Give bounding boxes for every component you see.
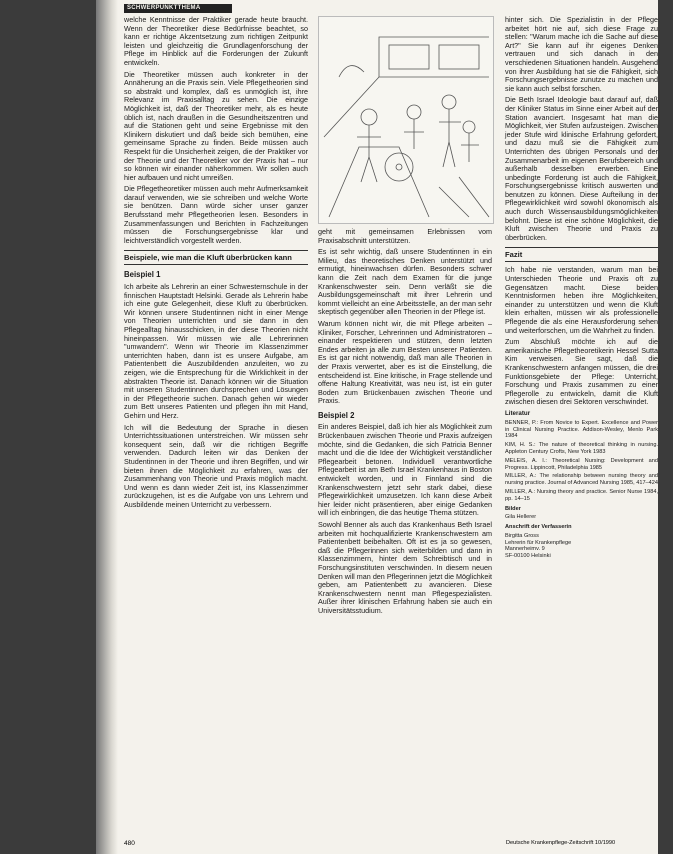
paragraph: Es ist sehr wichtig, daß unsere Studentinnen in ein Milieu, das theoretisches Denken unterstützt und ermutigt, hineinwachsen dürfen. Besonders schwer kann die Zeit nach dem Examen für die junge Krankenschwester sein. Denn verläßt sie die Ausbildungsgemeinschaft mit ihrer Lehrerin und kommt vielleicht an eine Arbeitsstelle, an der man sehr skeptisch gegenüber allen Theorien in der Pflege ist. <box>318 247 492 317</box>
section-header: SCHWERPUNKTTHEMA <box>124 4 232 13</box>
example-1-title: Beispiel 1 <box>124 270 161 280</box>
example-2-title: Beispiel 2 <box>318 410 355 420</box>
author-line: Birgitta Gross <box>505 532 539 539</box>
paragraph: Sowohl Benner als auch das Krankenhaus Beth Israel arbeiten mit hochqualifizierte Krankenschwestern am Patientenbett beibehalten. Oft ist es ja so gewesen, daß die Pflegerinnen sich weiterbilden und dann in Klassenzimmern, hinter dem Schreibtisch und in Forschungsinstituten verschwinden. In diesem neuen Denken will man den Pflegerinnen jetzt die Möglichkeit geben, am Patientenbett zu avancieren. Diese Krankenschwestern nennt man Pflegespezialisten. Außer ihrer klinischen Erfahrung haben sie auch ein Universitätsstudium. <box>318 520 492 615</box>
paragraph: Die Theoretiker müssen auch konkreter in der Annäherung an die Praxis sein. Viele Pflegetheorien sind so abstrakt und komplex, daß es unmöglich ist, ihre Relevanz im Praxisalltag zu sehen. Die einzige Möglichkeit ist, daß der Theoretiker mehr, als es heute üblich ist, nach draußen in die Gesundheitszentren und auf die Stationen geht und seine Ergebnisse mit den Klinikern diskutiert und daß beide sich bemühen, eine gemeinsame Sprache zu finden. Beide müssen auch Respekt für die Unsicherheit zeigen, die der Praktiker vor der Theorie und der Theoretiker vor der Praxis hat – nur so können wir einander näherkommen. Wir sollen auch hier aufbauen und nicht umreißen. <box>124 69 308 182</box>
left-column <box>124 16 308 512</box>
illustration-drawing <box>318 16 494 224</box>
paragraph: Ich will die Bedeutung der Sprache in diesen Unterrichtssituationen unterstreichen. Wir müssen sehr konsequent sein, daß wir die richtigen Begriffe verwenden. Dadurch leiten wir das Denken der Studentinnen in der Theorie und ihren Begriffen, und wir bieten ihnen die Möglichkeit zu erfahren, was der Zusammenhang von Theorie und Praxis möglich macht. Und wenn es dann wieder Zeit ist, ins Klassenzimmer zurückzugehen, ist es die Aufgabe von uns Lehrern und Ausbildende meinen Unterricht zu verbessern. <box>124 422 308 509</box>
journal-footer: Deutsche Krankenpflege-Zeitschrift 10/1990 <box>506 840 616 846</box>
paragraph: Ich habe nie verstanden, warum man bei Unterschieden Theorie und Praxis oft zu Gegensätzen macht. Diese beiden Kenntnisformen heben ihre Möglichkeiten, einander zu unterstützen und wenn die Kluft klein erhalten, müssen wir als professionelle Pflegende die als eine Herausforderung sehen und weiterforschen, um die Wahrheit zu finden. <box>505 265 658 335</box>
paragraph: Warum können nicht wir, die mit Pflege arbeiten – Kliniker, Forscher, Lehrerinnen und Administratoren – einander respektieren und stützen, denn letzten Endes arbeiten ja alle zum Besten unserer Patienten. Es ist gar nicht notwendig, daß man alle Theorien in der Praxis verwertet, aber es ist die Einstellung, die entscheidend ist. Eine kritische, in Frage stellende und offene Haltung Kreativität, was neu ist, ist ein guter Boden zum Brückenbauen zwischen Theorie und Praxis. <box>318 318 492 406</box>
paragraph: Die Pflegetheoretiker müssen auch mehr Aufmerksamkeit darauf verwenden, wie sie schreiben und welche Worte sie benützen. Dann würde sicher unser ganzer Berufsstand mehr Pflegetheorien lesen. Besonders in Zusammenfassungen und Berichten in Fachzeitungen müssen die Forschungsergebnisse klar und leichtverständlich vorgestellt werden. <box>124 184 308 245</box>
author-line: Lehrerin für Krankenpflege <box>505 539 572 546</box>
reference-item: MILLER, A.: The relationship between nursing theory and nursing practice. Journal of Advanced Nursing 1985, 417–424 <box>505 473 658 487</box>
paragraph: Ein anderes Beispiel, daß ich hier als Möglichkeit zum Brückenbauen zwischen Theorie und Praxis aufzeigen möchte, sind die Gedanken, die sich Patricia Benner macht und die die Idee der Wichtigkeit verständlicher Pflegearbeit betonen. Individuell verantwortliche Pflegearbeit ist am Beth Israel Krankenhaus in Boston entwickelt worden, und in Finnland sind die Krankenschwestern jetzt sehr stark dabei, diese Pflegewirklichkeit umzusetzen. Ich kann diese Arbeit hier leider nicht präsentieren, aber einige Gedanken will ich einbringen, die das heutige Thema stützen. <box>318 422 492 518</box>
page-number: 480 <box>124 840 135 847</box>
paragraph: hinter sich. Die Spezialistin in der Pflege arbeitet hört nie auf, sich diese Frage zu stellen: "Warum mache ich die Sache auf diese Art?" Sie kann auf ihr eigenes Denken vertrauen und sich danach in den verschiedenen Situationen handeln. Ausgehend von ihrer Ausbildung hat sie die Fähigkeit, sich Forschungsergebnisse zunutze zu machen und sie kann auch selbst forschen. <box>505 15 658 93</box>
paragraph: Zum Abschluß möchte ich auf die amerikanische Pflegetheoretikerin Hessel Sutta Kim verweisen. Sie sagt, daß die Krankenschwestern anfangen müssen, die drei Funktionsgebiete der Pflege: Unterricht, Forschung und Praxis zusammen zu einer Pflegerolle zu entwickeln, damit die Kluft zwischen diesen drei Sektoren verschwindet. <box>505 337 658 407</box>
hospital-scene-sketch <box>319 17 493 223</box>
page <box>96 0 658 854</box>
book-gutter-shadow <box>96 0 118 854</box>
reference-item: KIM, H. S.: The nature of theoretical thinking in nursing. Appleton Century Crofts, New York 1983 <box>505 442 658 455</box>
section-title: Beispiele, wie man die Kluft überbrücken kann <box>124 250 308 265</box>
references <box>505 411 658 560</box>
paragraph: welche Kenntnisse der Praktiker gerade heute braucht. Wenn der Theoretiker diese Bedürfnisse beachtet, so kann er richtige Akzentsetzung zum richtigen Zeitpunkt leisten und gleichzeitig die Grundlagenforschung der Pflege im Hinblick auf die Forderungen der Zukunft entwickeln. <box>124 15 308 67</box>
reference-item: MELEIS, A. I.: Theoretical Nursing: Development and Progress. Lippincott, Philadelphia 1985 <box>505 457 658 471</box>
reference-item: MILLER, A.: Nursing theory and practice. Senior Nurse 1984, pp. 14–15 <box>505 488 658 502</box>
fazit-title: Fazit <box>505 247 658 262</box>
author-line: Mannerheimv. 9 <box>505 546 545 553</box>
paragraph: Die Beth Israel Ideologie baut darauf auf, daß der Kliniker Status im Sinne einer Arbeit auf der Station avanciert. Insgesamt hat man die Möglichkeit, vier Stufen aufzusteigen. Zwischen jeder Stufe wird klinische Erfahrung gefordert, und dazu muß sie die Fähigkeit zum Unterrichten des übrigen Personals und der Zusammenarbeit im eigenen Berufsbereich und außerhalb desselben erwerben. Eine unbedingte Forderung ist auch die Fähigkeit, Forschungsergebnisse kritisch auswerten und benutzen zu können. Diese Aufteilung in der Pflegewirklichkeit wird sowohl ökonomisch als auch durch Wissensausbildungsmöglichkeiten belohnt. Diese ist eine schöne Möglichkeit, die Kluft zwischen Theorie und Praxis zu überbrücken. <box>505 95 658 242</box>
author-line: SF-00100 Helsinki <box>505 553 551 560</box>
author-title: Anschrift der Verfasserin <box>505 524 572 531</box>
bilder-credit: Gila Hellerer <box>505 514 537 521</box>
middle-column <box>318 228 492 619</box>
bilder-title: Bilder <box>505 505 521 512</box>
right-column <box>505 16 658 560</box>
reference-item: BENNER, P.: From Novice to Expert. Excellence and Power in Clinical Nursing Practice. Addison-Wesley, Menlo Park 1984 <box>505 419 658 440</box>
paragraph: geht mit gemeinsamen Erlebnissen vom Praxisabschnitt unterstützen. <box>318 227 492 245</box>
paragraph: Ich arbeite als Lehrerin an einer Schwesternschule in der finnischen Hauptstadt Helsinki. Gerade als Lehrerin habe ich eine gute Gelegenheit, diese Kluft zu überbrücken. Wir können unsere Studentinnen nicht in einer Menge von Theorien unterrichten und sie dann in den Pflegealltag hinausschicken, in der diese Theorien nicht hineinpassen. Wir müssen wie alle Lehrerinnen "umwandern". Wenn wir Theorie im Klassenzimmer unterrichten haben, dann ist es unsere Aufgabe, am Patientenbett die Auszubildenden anzuleiten, wo zu zeigen, wie die Entsprechung für die Wirklichkeit in der abstrakten Theorie ist. Danach können wir die Situation mit unseren Studentinnen durchsprechen und Lösungen in der Pflegetheorie suchen. Danach gehen wir wieder zum Bett unseres Patienten und pflegen ihn mit Hand, Gehirn und Herz. <box>124 282 308 420</box>
literatur-title: Literatur <box>505 409 531 417</box>
